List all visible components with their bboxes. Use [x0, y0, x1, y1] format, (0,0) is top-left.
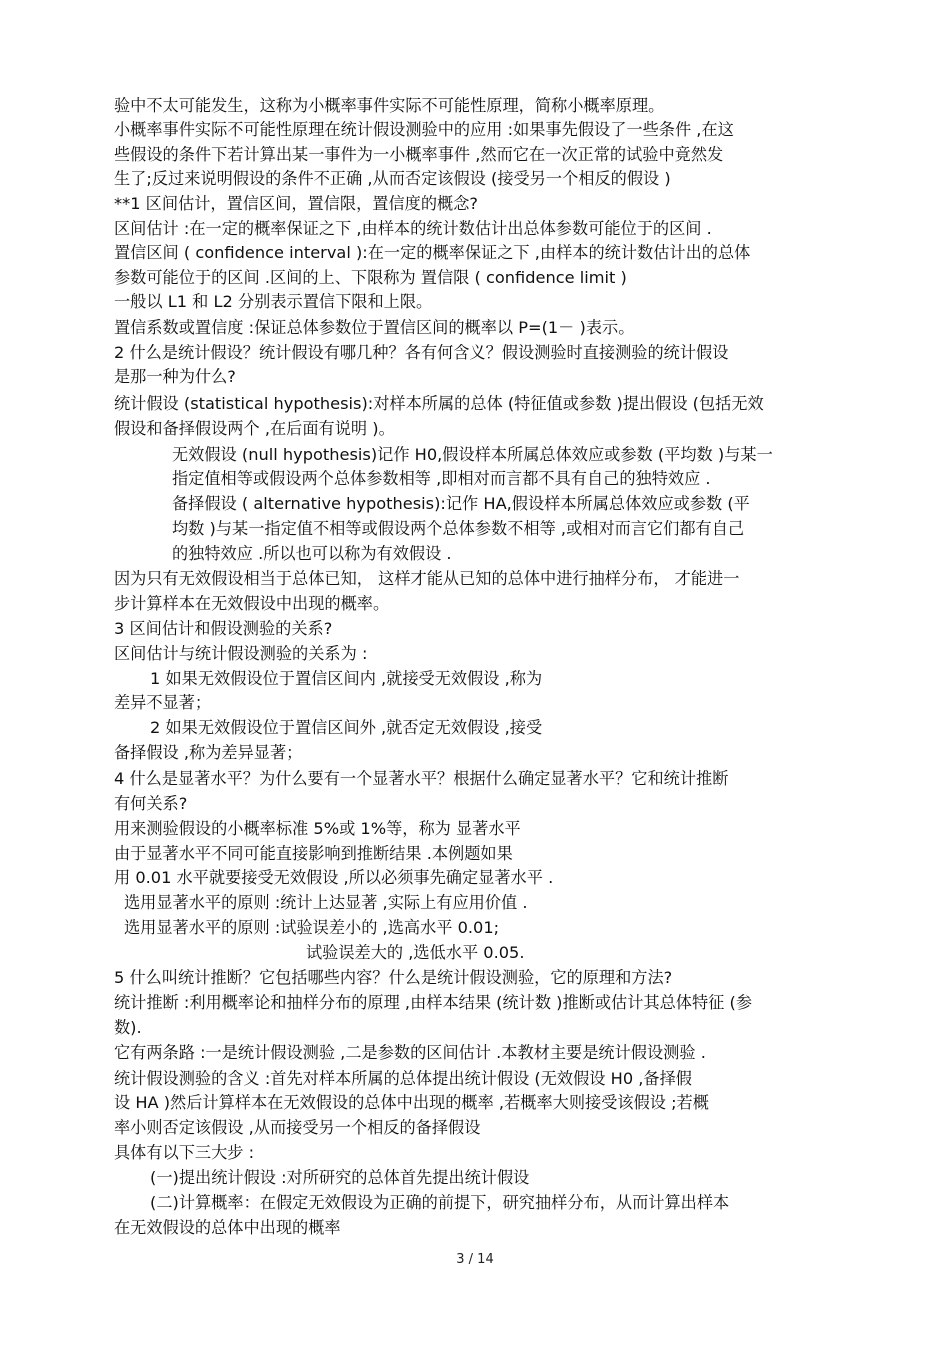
text-line: 试验误差大的 ,选低水平 0.05. [306, 943, 525, 962]
text-line: 选用显著水平的原则 :统计上达显著 ,实际上有应用价值 . [124, 893, 528, 912]
text-line: 步计算样本在无效假设中出现的概率。 [114, 594, 390, 613]
question-heading: 有何关系? [114, 794, 188, 813]
question-heading: 4 什么是显著水平？为什么要有一个显著水平？根据什么确定显著水平？它和统计推断 [114, 769, 729, 788]
text-line: 的独特效应 .所以也可以称为有效假设 . [172, 544, 452, 563]
text-line: 小概率事件实际不可能性原理在统计假设测验中的应用 :如果事先假设了一些条件 ,在这 [114, 120, 734, 139]
text-line: 区间估计与统计假设测验的关系为 : [114, 644, 368, 663]
text-line: 些假设的条件下若计算出某一事件为一小概率事件 ,然而它在一次正常的试验中竟然发 [114, 145, 724, 164]
question-heading: 是那一种为什么? [114, 367, 236, 386]
text-line: 选用显著水平的原则 :试验误差小的 ,选高水平 0.01; [124, 918, 500, 937]
text-line: 用 0.01 水平就要接受无效假设 ,所以必须事先确定显著水平 . [114, 868, 554, 887]
text-line: 区间估计 :在一定的概率保证之下 ,由样本的统计数估计出总体参数可能位于的区间 . [114, 219, 712, 238]
text-line: 均数 )与某一指定值不相等或假设两个总体参数不相等 ,或相对而言它们都有自己 [172, 519, 745, 538]
text-line: 生了;反过来说明假设的条件不正确 ,从而否定该假设 (接受另一个相反的假设 ) [114, 169, 671, 188]
text-line: 2 如果无效假设位于置信区间外 ,就否定无效假设 ,接受 [150, 718, 543, 737]
text-line: 备择假设 ( alternative hypothesis):记作 HA,假设样本所属总体效应或参数 (平 [172, 494, 750, 513]
question-heading: **1 区间估计，置信区间，置信限，置信度的概念? [114, 194, 478, 213]
text-line: 一般以 L1 和 L2 分别表示置信下限和上限。 [114, 292, 433, 311]
text-line: 统计假设 (statistical hypothesis):对样本所属的总体 (特征值或参数 )提出假设 (包括无效 [114, 394, 764, 413]
text-line: 因为只有无效假设相当于总体已知， 这样才能从已知的总体中进行抽样分布， 才能进一 [114, 569, 740, 588]
text-line: 1 如果无效假设位于置信区间内 ,就接受无效假设 ,称为 [150, 669, 543, 688]
text-line: 设 HA )然后计算样本在无效假设的总体中出现的概率 ,若概率大则接受该假设 ;若概 [114, 1093, 709, 1112]
text-line: 置信区间 ( confidence interval ):在一定的概率保证之下 ,由样本的统计数估计出的总体 [114, 243, 751, 262]
question-heading: 5 什么叫统计推断？它包括哪些内容？什么是统计假设测验，它的原理和方法? [114, 968, 673, 987]
text-line: 用来测验假设的小概率标准 5%或 1%等，称为 显著水平 [114, 819, 521, 838]
text-line: 置信系数或置信度 :保证总体参数位于置信区间的概率以 P=(1－ )表示。 [114, 318, 635, 337]
text-line: 验中不太可能发生，这称为小概率事件实际不可能性原理，简称小概率原理。 [114, 96, 665, 115]
text-line: 参数可能位于的区间 .区间的上、下限称为 置信限 ( confidence limit ) [114, 268, 627, 287]
text-line: 无效假设 (null hypothesis)记作 H0,假设样本所属总体效应或参数 (平均数 )与某一 [172, 445, 773, 464]
text-line: 假设和备择假设两个 ,在后面有说明 )。 [114, 419, 395, 438]
text-line: 统计推断 :利用概率论和抽样分布的原理 ,由样本结果 (统计数 )推断或估计其总体特征 (参 [114, 993, 753, 1012]
page-number: 3 / 14 [456, 1252, 494, 1267]
text-line: (一)提出统计假设 :对所研究的总体首先提出统计假设 [150, 1168, 530, 1187]
text-line: 统计假设测验的含义 :首先对样本所属的总体提出统计假设 (无效假设 H0 ,备择假 [114, 1069, 692, 1088]
text-line: 在无效假设的总体中出现的概率 [114, 1218, 341, 1237]
text-line: 它有两条路 :一是统计假设测验 ,二是参数的区间估计 .本教材主要是统计假设测验 . [114, 1043, 706, 1062]
text-line: (二)计算概率：在假定无效假设为正确的前提下，研究抽样分布，从而计算出样本 [150, 1193, 730, 1212]
text-line: 指定值相等或假设两个总体参数相等 ,即相对而言都不具有自己的独特效应 . [172, 469, 711, 488]
text-line: 具体有以下三大步 : [114, 1143, 255, 1162]
question-heading: 3 区间估计和假设测验的关系? [114, 619, 333, 638]
text-line: 备择假设 ,称为差异显著； [114, 743, 303, 762]
text-line: 数). [114, 1018, 142, 1037]
question-heading: 2 什么是统计假设？统计假设有哪几种？各有何含义？假设测验时直接测验的统计假设 [114, 343, 729, 362]
text-line: 由于显著水平不同可能直接影响到推断结果 .本例题如果 [114, 844, 513, 863]
text-line: 差异不显著； [114, 693, 212, 712]
text-line: 率小则否定该假设 ,从而接受另一个相反的备择假设 [114, 1118, 481, 1137]
